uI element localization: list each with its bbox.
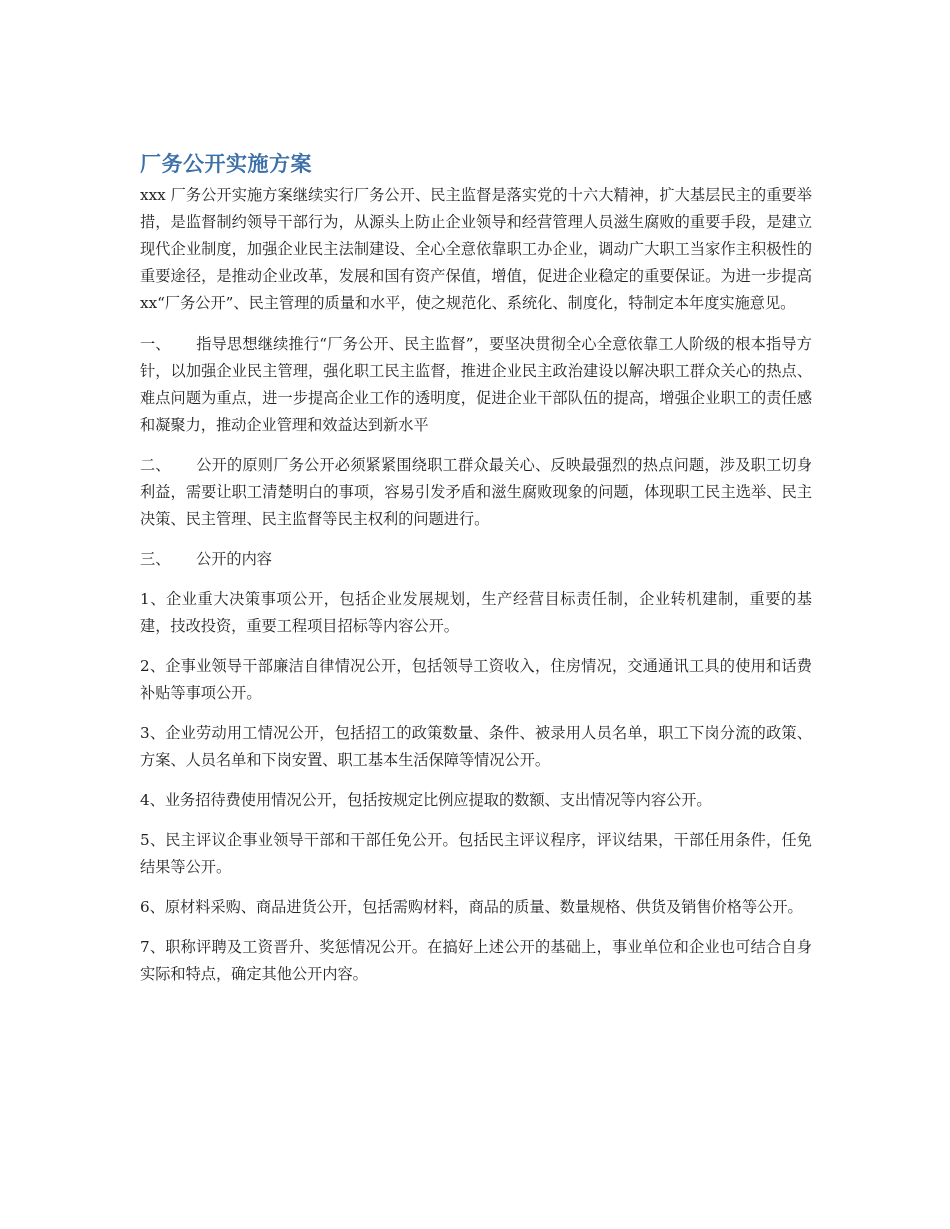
section-2-number: 二、 xyxy=(140,456,171,474)
list-item-3: 3、企业劳动用工情况公开，包括招工的政策数量、条件、被录用人员名单，职工下岗分流的政策、方案、人员名单和下岗安置、职工基本生活保障等情况公开。 xyxy=(140,724,812,769)
intro-paragraph: xxx 厂务公开实施方案继续实行厂务公开、民主监督是落实党的十六大精神，扩大基层民主的重要举措，是监督制约领导干部行为，从源头上防止企业领导和经营管理人员滋生腐败的重要手段，是建立现代企业制度，加强企业民主法制建设、全心全意依靠职工办企业，调动广大职工当家作主积极性的重要途径，是推动企业改革，发展和国有资产保值，增值，促进企业稳定的重要保证。为进一步提高 xx“厂务公开”、民主管理的质量和水平，使之规范化、系统化、制度化，特制定本年度实施意见。 xyxy=(140,186,812,312)
section-2-paragraph xyxy=(140,452,812,533)
list-item-6: 6、原材料采购、商品进货公开，包括需购材料，商品的质量、数量规格、供货及销售价格等公开。 xyxy=(140,898,803,916)
section-2-text: 公开的原则厂务公开必须紧紧围绕职工群众最关心、反映最强烈的热点问题，涉及职工切身利益，需要让职工清楚明白的事项，容易引发矛盾和滋生腐败现象的问题，体现职工民主选举、民主决策、民主管理、民主监督等民主权利的问题进行。 xyxy=(140,456,812,528)
section-3-paragraph xyxy=(140,546,812,573)
section-1-number: 一、 xyxy=(140,335,171,353)
list-item-7: 7、职称评聘及工资晋升、奖惩情况公开。在搞好上述公开的基础上，事业单位和企业也可结合自身实际和特点，确定其他公开内容。 xyxy=(140,938,812,983)
section-1-paragraph xyxy=(140,331,812,439)
section-1-text: 指导思想继续推行“厂务公开、民主监督”，要坚决贯彻全心全意依靠工人阶级的根本指导方针，以加强企业民主管理，强化职工民主监督，推进企业民主政治建设以解决职工群众关心的热点、难点问题为重点，进一步提高企业工作的透明度，促进企业干部队伍的提高，增强企业职工的责任感和凝聚力，推动企业管理和效益达到新水平 xyxy=(140,335,812,434)
document-page xyxy=(140,148,812,1001)
document-title: 厂务公开实施方案 xyxy=(140,152,312,176)
section-3-number: 三、 xyxy=(140,550,171,568)
list-item-4: 4、业务招待费使用情况公开，包括按规定比例应提取的数额、支出情况等内容公开。 xyxy=(140,791,712,809)
list-item-5: 5、民主评议企事业领导干部和干部任免公开。包括民主评议程序，评议结果，干部任用条件，任免结果等公开。 xyxy=(140,831,812,876)
section-3-text: 公开的内容 xyxy=(196,550,272,568)
list-item-2: 2、企事业领导干部廉洁自律情况公开，包括领导工资收入，住房情况，交通通讯工具的使用和话费补贴等事项公开。 xyxy=(140,657,812,702)
list-item-1: 1、企业重大决策事项公开，包括企业发展规划，生产经营目标责任制，企业转机建制，重要的基建，技改投资，重要工程项目招标等内容公开。 xyxy=(140,590,812,635)
